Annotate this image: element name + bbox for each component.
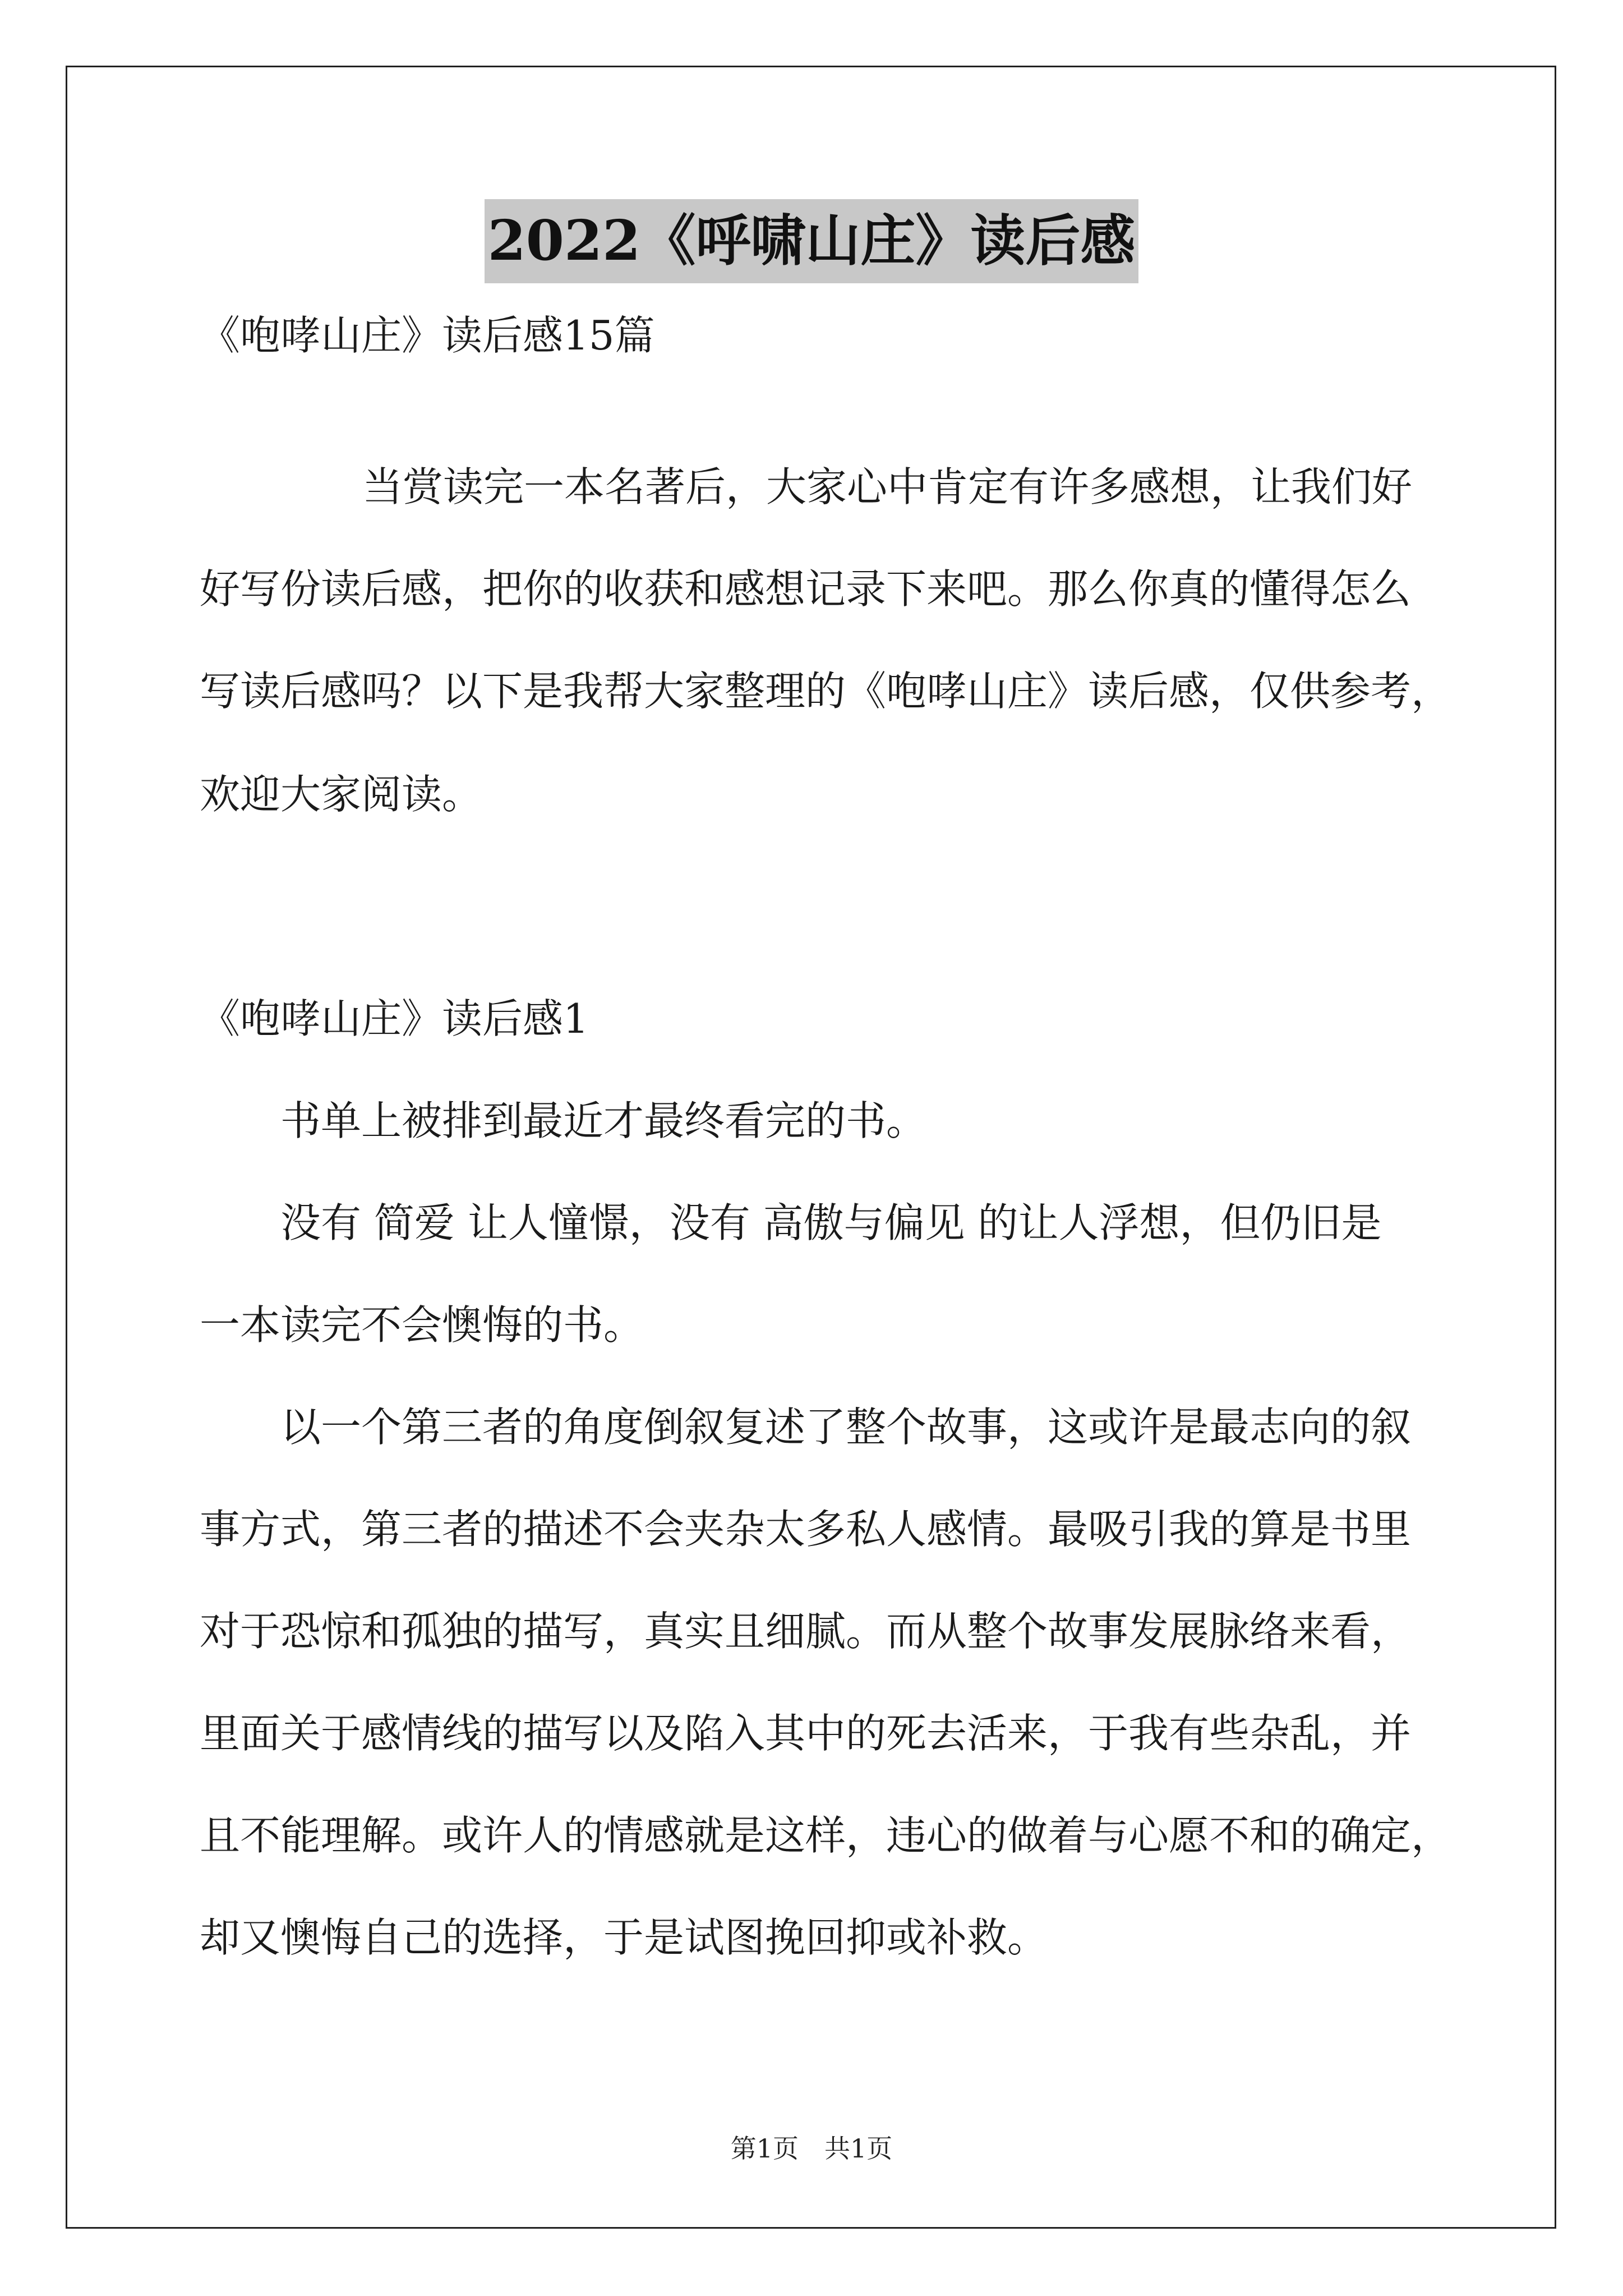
section-heading: 《咆哮山庄》读后感1	[200, 995, 589, 1042]
body-line: 里面关于感情线的描写以及陷入其中的死去活来，于我有些杂乱，并	[200, 1710, 1412, 1757]
title-container	[0, 199, 1623, 283]
body-line: 对于恐惊和孤独的描写，真实且细腻。而从整个故事发展脉络来看，	[200, 1608, 1412, 1655]
document-title: 2022《呼啸山庄》读后感	[485, 199, 1139, 283]
body-line: 且不能理解。或许人的情感就是这样，违心的做着与心愿不和的确定，	[200, 1812, 1452, 1859]
intro-line: 好写份读后感，把你的收获和感想记录下来吧。那么你真的懂得怎么	[200, 565, 1412, 613]
intro-line: 欢迎大家阅读。	[200, 771, 483, 818]
intro-line: 当赏读完一本名著后，大家心中肯定有许多感想，让我们好	[362, 463, 1413, 510]
body-line: 事方式，第三者的描述不会夹杂太多私人感情。最吸引我的算是书里	[200, 1506, 1412, 1553]
body-line: 没有 简爱 让人憧憬，没有 高傲与偏见 的让人浮想，但仍旧是	[280, 1199, 1382, 1246]
intro-line: 写读后感吗？以下是我帮大家整理的《咆哮山庄》读后感，仅供参考，	[200, 668, 1452, 715]
subtitle: 《咆哮山庄》读后感15篇	[200, 312, 655, 359]
body-line: 书单上被排到最近才最终看完的书。	[280, 1097, 927, 1144]
body-line: 以一个第三者的角度倒叙复述了整个故事，这或许是最志向的叙	[280, 1404, 1412, 1451]
body-line: 一本读完不会懊悔的书。	[200, 1301, 644, 1349]
page-footer: 第1页 共1页	[730, 2133, 893, 2164]
body-line: 却又懊悔自己的选择，于是试图挽回抑或补救。	[200, 1914, 1048, 1961]
